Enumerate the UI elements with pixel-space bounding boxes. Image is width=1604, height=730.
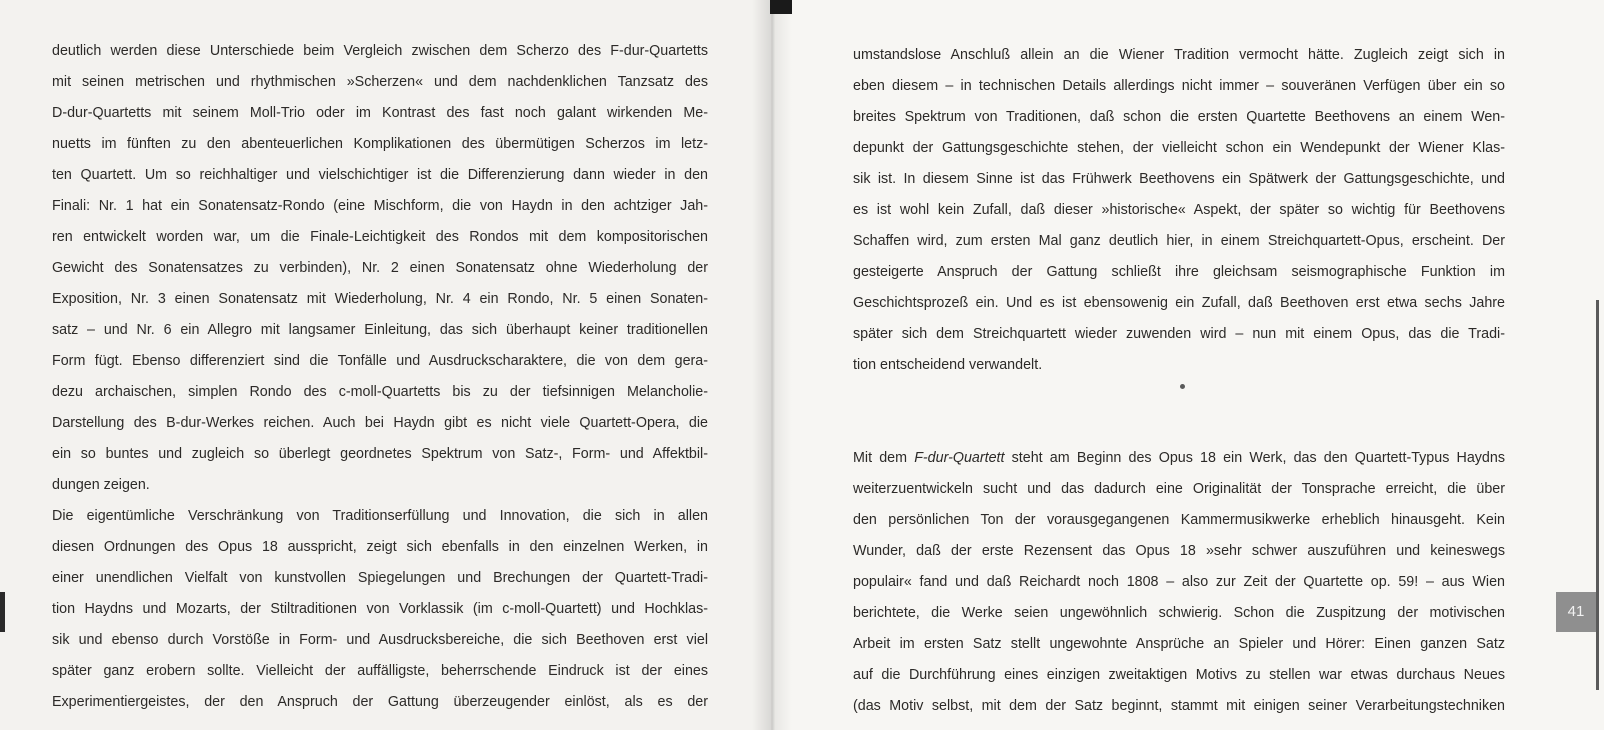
work-title-italic: F-dur-Quartett bbox=[914, 450, 1005, 466]
text-line: breites Spektrum von Traditionen, daß schon die ersten Quartette Beethovens an einem Wen- bbox=[853, 109, 1505, 125]
text-line: Geschichtsprozeß ein. Und es ist ebensowenig ein Zufall, daß Beethoven erst etwa sechs Jahre bbox=[853, 295, 1505, 311]
text-line: später sich dem Streichquartett wieder zuwenden wird – nun mit einem Opus, das die Tradi- bbox=[853, 326, 1505, 342]
right-text-column bbox=[853, 40, 1505, 722]
left-text-column bbox=[52, 36, 708, 718]
spine-mark bbox=[770, 0, 792, 14]
right-edge-line bbox=[1596, 300, 1599, 690]
page-number-badge: 41 bbox=[1556, 592, 1596, 632]
text-line: ten Quartett. Um so reichhaltiger und vielschichtiger ist die Differenzierung dann wieder in den bbox=[52, 167, 708, 183]
text-line: Die eigentümliche Verschränkung von Traditionserfüllung und Innovation, die sich in allen bbox=[52, 508, 708, 524]
text-line: tion Haydns und Mozarts, der Stiltraditionen von Vorklassik (im c-moll-Quartett) und Hochklas- bbox=[52, 601, 708, 617]
text-line: (das Motiv selbst, mit dem der Satz beginnt, stammt mit einigen seiner Verarbeitungstechniken bbox=[853, 698, 1505, 714]
text-line: Arbeit im ersten Satz stellt ungewohnte Ansprüche an Spieler und Hörer: Einen ganzen Satz bbox=[853, 636, 1505, 652]
text-line: dungen zeigen. bbox=[52, 477, 150, 493]
text-line-suffix: steht am Beginn des Opus 18 ein Werk, das den Quartett-Typus Haydns bbox=[1004, 450, 1505, 466]
text-line: Wunder, daß der erste Rezensent das Opus 18 »sehr schwer auszuführen und keineswegs bbox=[853, 543, 1505, 559]
text-line: den persönlichen Ton der vorausgegangenen Kammermusikwerke erheblich hinausgeht. Kein bbox=[853, 512, 1505, 528]
text-line: depunkt der Gattungsgeschichte stehen, der vielleicht schon ein Wendepunkt der Wiener Klas- bbox=[853, 140, 1505, 156]
text-line: diesen Ordnungen des Opus 18 ausspricht, zeigt sich ebenfalls in den einzelnen Werken, in bbox=[52, 539, 708, 555]
text-line: ein so buntes und zugleich so überlegt geordnetes Spektrum von Satz-, Form- und Affektbil- bbox=[52, 446, 708, 462]
text-line-prefix: Mit dem bbox=[853, 450, 915, 466]
text-line: Gewicht des Sonatensatzes zu verbinden), Nr. 2 einen Sonatensatz ohne Wiederholung der bbox=[52, 260, 708, 276]
text-line: deutlich werden diese Unterschiede beim Vergleich zwischen dem Scherzo des F-dur-Quartetts bbox=[52, 43, 708, 59]
text-line: umstandslose Anschluß allein an die Wiener Tradition vermocht hätte. Zugleich zeigt sich in bbox=[853, 47, 1505, 63]
text-line-first bbox=[853, 443, 1505, 474]
text-line: Form fügt. Ebenso differenziert sind die Tonfälle und Ausdruckscharaktere, die von dem gera- bbox=[52, 353, 708, 369]
text-line: eben diesem – in technischen Details allerdings nicht immer – souveränen Verfügen über ein so bbox=[853, 78, 1505, 94]
text-line: Experimentiergeistes, der den Anspruch der Gattung überzeugender einlöst, als es der bbox=[52, 694, 708, 710]
left-edge-mark bbox=[0, 592, 5, 632]
text-line: tion entscheidend verwandelt. bbox=[853, 357, 1043, 373]
text-line: Darstellung des B-dur-Werkes reichen. Auch bei Haydn gibt es nicht viele Quartett-Opera, die bbox=[52, 415, 708, 431]
text-line: einer unendlichen Vielfalt von kunstvollen Spiegelungen und Brechungen der Quartett-Tradi- bbox=[52, 570, 708, 586]
text-line: Finali: Nr. 1 hat ein Sonatensatz-Rondo (eine Mischform, die von Haydn in den achtziger Jah- bbox=[52, 198, 708, 214]
text-line: ren entwickelt worden war, um die Finale-Leichtigkeit des Rondos mit dem kompositorischen bbox=[52, 229, 708, 245]
text-line: weiterzuentwickeln sucht und das dadurch eine Originalität der Tonsprache erreicht, die über bbox=[853, 481, 1505, 497]
text-line: auf die Durchführung eines einzigen zweitaktigen Motivs zu stellen war etwas durchaus Neues bbox=[853, 667, 1505, 683]
text-line: später ganz erobern sollte. Vielleicht der auffälligste, beherrschende Eindruck ist der eines bbox=[52, 663, 708, 679]
text-line: satz – und Nr. 6 ein Allegro mit langsamer Einleitung, das sich überhaupt keiner traditionellen bbox=[52, 322, 708, 338]
section-gap bbox=[853, 381, 1505, 443]
text-line: Schaffen wird, zum ersten Mal ganz deutlich hier, in einem Streichquartett-Opus, erscheint. Der bbox=[853, 233, 1505, 249]
text-line: Exposition, Nr. 3 einen Sonatensatz mit Wiederholung, Nr. 4 ein Rondo, Nr. 5 einen Sonaten- bbox=[52, 291, 708, 307]
text-line: es ist wohl kein Zufall, daß dieser »historische« Aspekt, der später so wichtig für Beethovens bbox=[853, 202, 1505, 218]
text-line: berichtete, die Werke seien ungewöhnlich schwierig. Schon die Zuspitzung der motivischen bbox=[853, 605, 1505, 621]
text-line: nuetts im fünften zu den abenteuerlichen Komplikationen des übermütigen Scherzos im letz- bbox=[52, 136, 708, 152]
book-gutter bbox=[752, 0, 792, 730]
text-line: D-dur-Quartetts mit seinem Moll-Trio oder im Kontrast des fast noch galant wirkenden Me- bbox=[52, 105, 708, 121]
text-line: mit seinen metrischen und rhythmischen »Scherzen« und dem nachdenklichen Tanzsatz des bbox=[52, 74, 708, 90]
section-divider-dot bbox=[1180, 384, 1185, 389]
text-line: sik ist. In diesem Sinne ist das Frühwerk Beethovens ein Spätwerk der Gattungsgeschichte, und bbox=[853, 171, 1505, 187]
text-line: populair« fand und daß Reichardt noch 1808 – also zur Zeit der Quartette op. 59! – aus Wien bbox=[853, 574, 1505, 590]
text-line: dezu archaischen, simplen Rondo des c-moll-Quartetts bis zu der tiefsinnigen Melancholie- bbox=[52, 384, 708, 400]
text-line: gesteigerte Anspruch der Gattung schließt ihre gleichsam seismographische Funktion im bbox=[853, 264, 1505, 280]
text-line: sik und ebenso durch Vorstöße in Form- und Ausdrucksbereiche, die sich Beethoven erst viel bbox=[52, 632, 708, 648]
